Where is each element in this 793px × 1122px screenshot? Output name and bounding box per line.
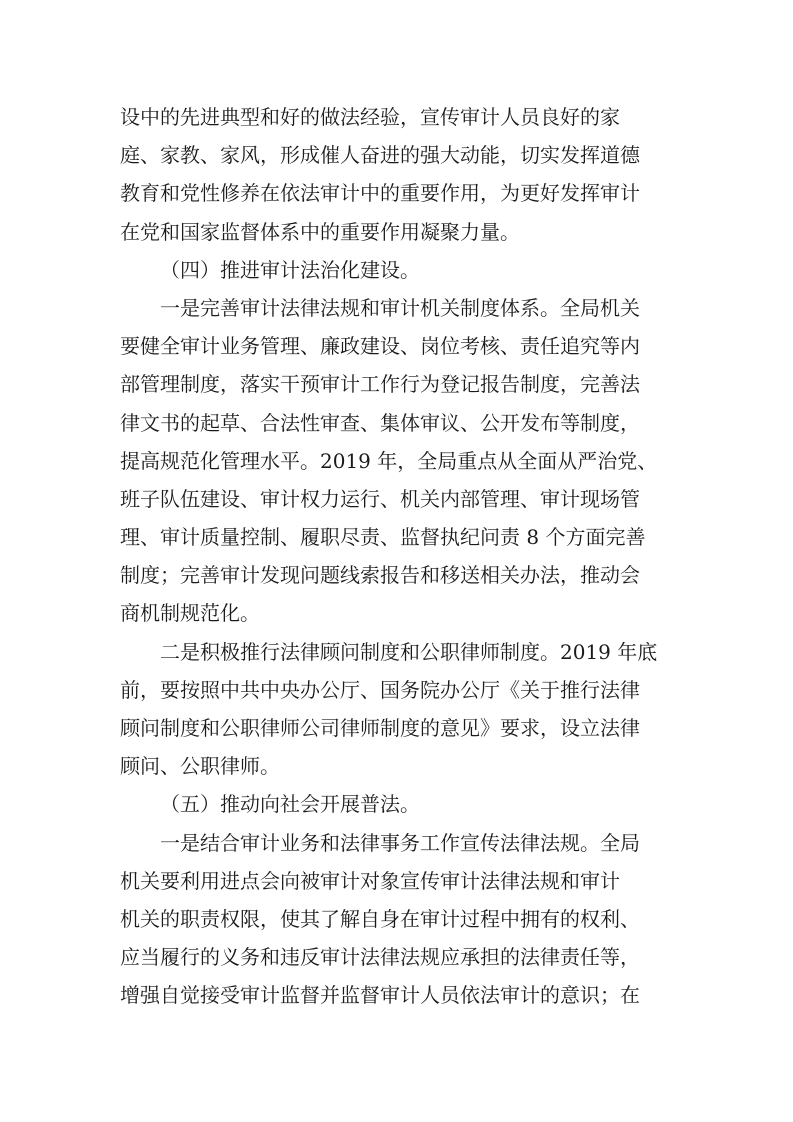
text-line: 机关的职责权限，使其了解自身在审计过程中拥有的权利、 xyxy=(120,906,640,931)
text-line: 在党和国家监督体系中的重要作用凝聚力量。 xyxy=(120,219,520,244)
paragraph-first-line: 二是积极推行法律顾问制度和公职律师制度。2019 年底 xyxy=(160,639,658,664)
text-line: 顾问制度和公职律师公司律师制度的意见》要求，设立法律 xyxy=(120,716,640,740)
text-line: 应当履行的义务和违反审计法律法规应承担的法律责任等， xyxy=(120,945,640,970)
text-line: 提高规范化管理水平。2019 年，全局重点从全面从严治党、 xyxy=(120,448,658,473)
paragraph-first-line: 一是完善审计法律法规和审计机关制度体系。全局机关 xyxy=(160,295,640,320)
text-line: 要健全审计业务管理、廉政建设、岗位考核、责任追究等内 xyxy=(120,334,640,359)
text-line: 班子队伍建设、审计权力运行、机关内部管理、审计现场管 xyxy=(120,486,640,511)
text-line: 机关要利用进点会向被审计对象宣传审计法律法规和审计 xyxy=(120,868,620,893)
text-line: 设中的先进典型和好的做法经验，宣传审计人员良好的家 xyxy=(120,105,620,129)
paragraph-first-line: 一是结合审计业务和法律事务工作宣传法律法规。全局 xyxy=(160,830,640,855)
text-line: 前，要按照中共中央办公厅、国务院办公厅《关于推行法律 xyxy=(120,677,640,702)
text-line: 律文书的起草、合法性审查、集体审议、公开发布等制度， xyxy=(120,410,640,435)
text-line: 商机制规范化。 xyxy=(120,601,260,626)
document-body xyxy=(120,98,676,1015)
text-line: 顾问、公职律师。 xyxy=(120,754,280,779)
text-line: 增强自觉接受审计监督并监督审计人员依法审计的意识；在 xyxy=(120,983,640,1008)
text-line: 制度；完善审计发现问题线索报告和移送相关办法，推动会 xyxy=(120,563,640,588)
text-line: 庭、家教、家风，形成催人奋进的强大动能，切实发挥道德 xyxy=(120,143,640,168)
text-line: 部管理制度，落实干预审计工作行为登记报告制度，完善法 xyxy=(120,372,640,397)
section-heading-four: （四）推进审计法治化建设。 xyxy=(160,257,420,282)
section-heading-five: （五）推动向社会开展普法。 xyxy=(160,792,420,817)
text-line: 理、审计质量控制、履职尽责、监督执纪问责 8 个方面完善 xyxy=(120,525,646,550)
text-line: 教育和党性修养在依法审计中的重要作用，为更好发挥审计 xyxy=(120,181,640,206)
